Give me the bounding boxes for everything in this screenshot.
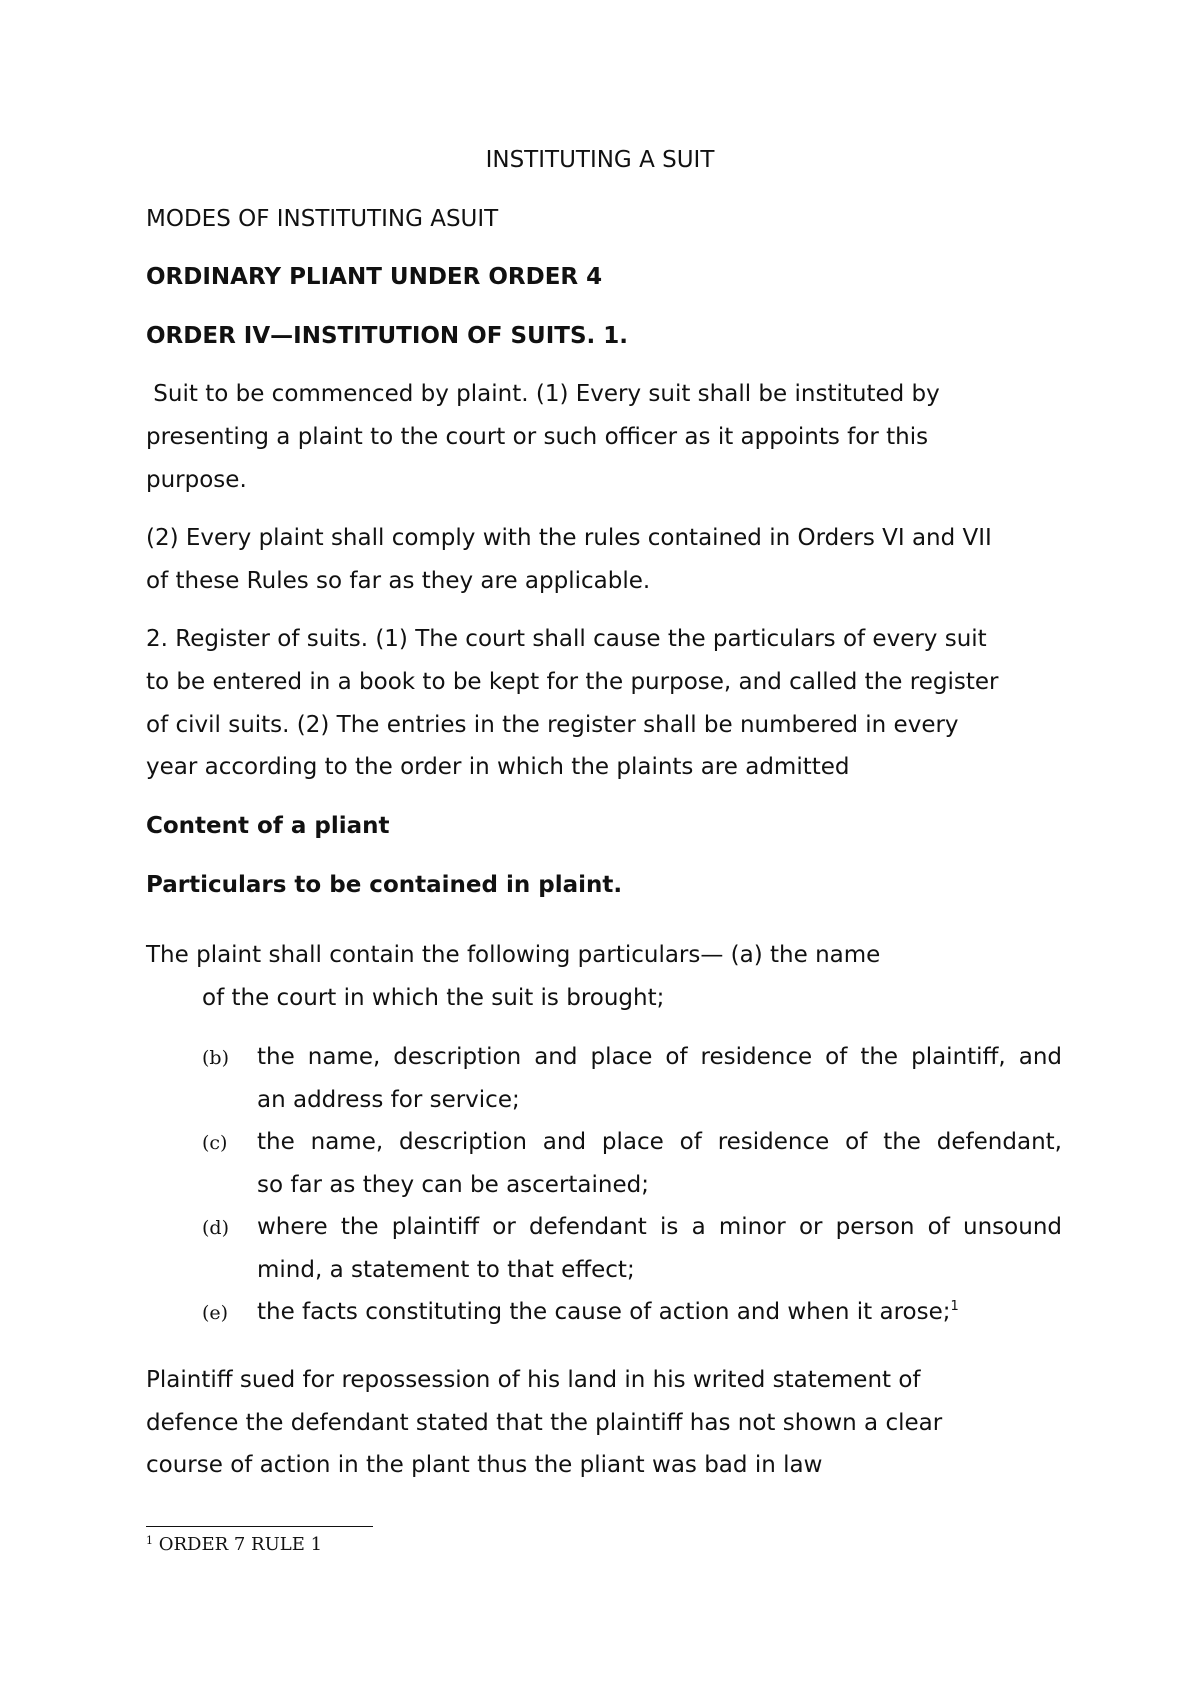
paragraph-line: year according to the order in which the plaints are admitted <box>146 754 850 780</box>
list-marker: (e) <box>202 1302 229 1324</box>
list-item-line: an address for service; <box>257 1087 520 1113</box>
footnote-separator <box>146 1526 373 1527</box>
paragraph-line: purpose. <box>146 467 247 493</box>
paragraph-line: (2) Every plaint shall comply with the rules contained in Orders VI and VII <box>146 525 992 551</box>
paragraph-line: Plaintiff sued for repossession of his land in his writed statement of <box>146 1367 921 1393</box>
list-item-line: the name, description and place of residence of the defendant, <box>257 1129 1062 1155</box>
document-title: INSTITUTING A SUIT <box>485 147 715 173</box>
heading-institution-of-suits: ORDER IV—INSTITUTION OF SUITS. 1. <box>146 323 628 349</box>
paragraph-line: of civil suits. (2) The entries in the register shall be numbered in every <box>146 712 959 738</box>
heading-content-of-pliant: Content of a pliant <box>146 813 390 839</box>
heading-particulars: Particulars to be contained in plaint. <box>146 872 623 898</box>
heading-order-4: ORDINARY PLIANT UNDER ORDER 4 <box>146 264 603 290</box>
footnote-reference[interactable]: 1 <box>950 1299 959 1314</box>
paragraph-line: course of action in the plant thus the pliant was bad in law <box>146 1452 823 1478</box>
list-item-text: the facts constituting the cause of action and when it arose; <box>257 1299 951 1325</box>
paragraph-line: 2. Register of suits. (1) The court shall cause the particulars of every suit <box>146 626 987 652</box>
list-item-line: mind, a statement to that effect; <box>257 1257 635 1283</box>
footnote-text: ORDER 7 RULE 1 <box>153 1534 323 1555</box>
list-marker: (d) <box>202 1217 229 1239</box>
list-item-line: where the plaintiff or defendant is a minor or person of unsound <box>257 1214 1062 1240</box>
list-marker: (c) <box>202 1132 228 1154</box>
list-item-line <box>257 1298 959 1326</box>
paragraph-line: The plaint shall contain the following particulars— (a) the name <box>146 942 881 968</box>
paragraph-line: of these Rules so far as they are applicable. <box>146 568 651 594</box>
paragraph-line: presenting a plaint to the court or such officer as it appoints for this <box>146 424 929 450</box>
paragraph-line: of the court in which the suit is brought; <box>202 985 665 1011</box>
footnote-number: 1 <box>146 1534 153 1547</box>
paragraph-line: to be entered in a book to be kept for the purpose, and called the register <box>146 669 999 695</box>
paragraph-line: Suit to be commenced by plaint. (1) Every suit shall be instituted by <box>146 381 940 407</box>
footnote <box>146 1532 322 1558</box>
document-subtitle: MODES OF INSTITUTING ASUIT <box>146 206 499 232</box>
list-item-line: so far as they can be ascertained; <box>257 1172 649 1198</box>
list-item-line: the name, description and place of residence of the plaintiff, and <box>257 1044 1062 1070</box>
list-marker: (b) <box>202 1047 229 1069</box>
paragraph-line: defence the defendant stated that the plaintiff has not shown a clear <box>146 1410 943 1436</box>
